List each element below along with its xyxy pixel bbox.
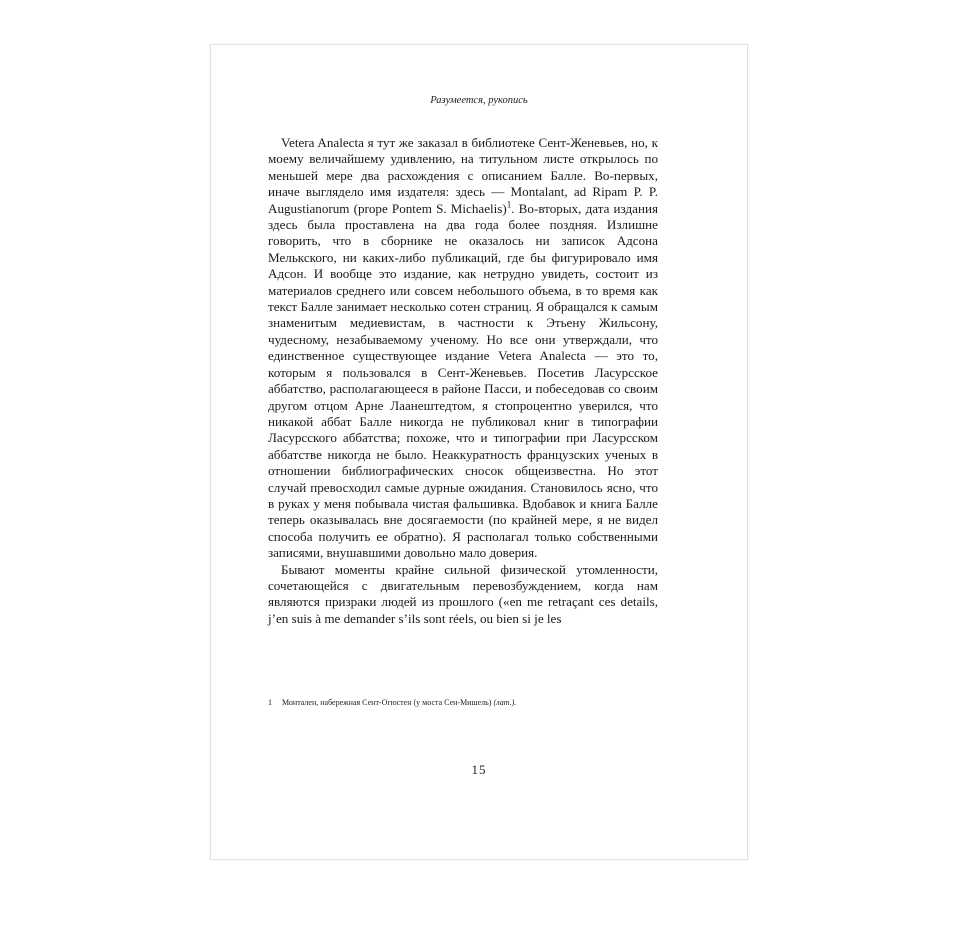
footnote-number: 1: [268, 698, 272, 707]
running-head: Разумеется, рукопись: [430, 95, 528, 106]
paragraph-1-text-b: . Во-вторых, дата издания здесь была проставлена на два года более поздняя. Излишне говорить, что в сборнике не оказалось ни записок Адсона Мелькского, ни каких-либо публикаций, где бы фигурировало имя Адсон. И вообще это издание, как нетрудно увидеть, состоит из материалов среднего или совсем небольшого объема, в то время как текст Балле занимает несколько сотен страниц. Я обращался к самым знаменитым медиевистам, в частности к Этьену Жильсону, чудесному, незабываемому ученому. Но все они утверждали, что единственное существующее издание Vetera Analecta — это то, которым я пользовался в Сент-Женевьев. Посетив Ласурсское аббатство, располагающееся в районе Пасси, и побеседовав со своим другом отцом Арне Лаанештедтом, я стопроцентно уверился, что никакой аббат Балле никогда не публиковал книг в типографии Ласурсского аббатства; похоже, что и типографии при Ласурсском аббатстве никогда не было. Неаккуратность французских ученых в отношении библиографических сносок общеизвестна. Но этот случай превосходил самые дурные ожидания. Становилось ясно, что в руках у меня побывала чистая фальшивка. Вдобавок и книга Балле теперь оказывалась вне досягаемости (по крайней мере, я не видел способа получить ее обратно). Я располагал только собственными записями, внушавшими довольно мало доверия.: [268, 200, 658, 561]
footnote-reference[interactable]: 1: [506, 199, 512, 210]
book-page: [210, 44, 748, 860]
footnote: [268, 698, 658, 707]
body-text: [268, 135, 658, 627]
paragraph-1: [268, 135, 658, 562]
paragraph-2: Бывают моменты крайне сильной физической утомленности, сочетающейся с двигательным перевозбуждением, когда нам являются призраки людей из прошлого («en me retraçant ces details, j’en suis à me demander s’ils sont réels, ou bien si je les: [268, 561, 658, 626]
page-number: 15: [471, 762, 487, 777]
paragraph-1-text-a: Vetera Analecta я тут же заказал в библиотеке Сент-Женевьев, но, к моему величайшему удивлению, на титульном листе открылось по меньшей мере два расхождения с описанием Балле. Во-первых, иначе выглядело имя издателя: здесь — Montalant, ad Ripam P. P. Augustianorum (prope Pontem S. Michaelis): [268, 135, 658, 216]
footnote-language: (лат.).: [493, 698, 517, 707]
footnote-text: Монтален, набережная Сент-Огюстен (у моста Сен-Мишель): [282, 698, 492, 707]
